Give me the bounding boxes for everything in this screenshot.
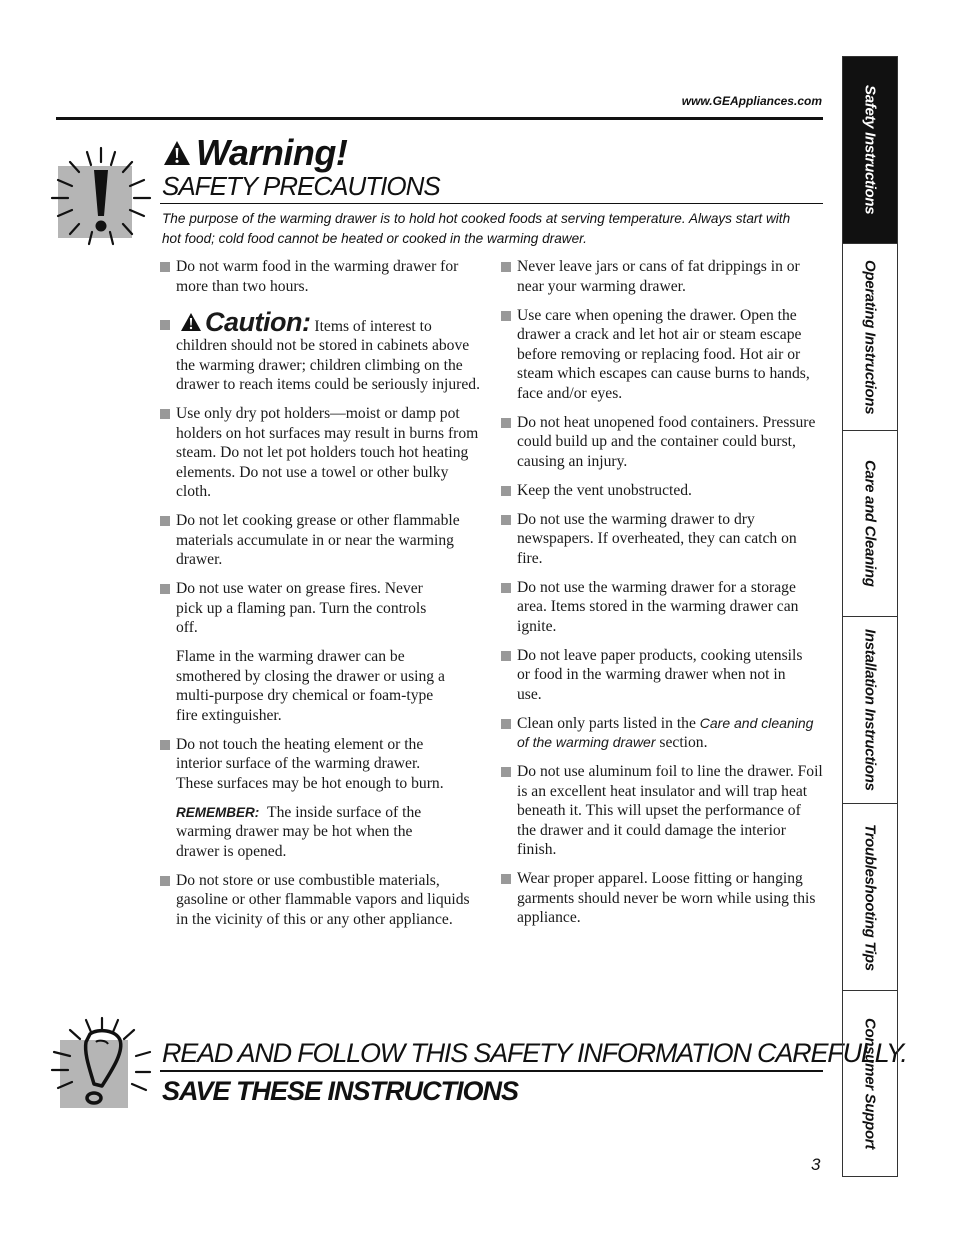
list-item: Do not use the warming drawer for a storage area. Items stored in the warming drawer can ignite. xyxy=(501,578,823,637)
bullet-square xyxy=(501,583,511,593)
read-and-follow-heading: READ AND FOLLOW THIS SAFETY INFORMATION CAREFULLY. xyxy=(162,1038,907,1068)
remember-paragraph xyxy=(160,803,456,862)
section-tabs xyxy=(842,56,898,1177)
pointing-hand-burst-icon xyxy=(46,1012,158,1112)
list-item: Do not leave paper products, cooking utensils or food in the warming drawer when not in use. xyxy=(501,646,807,705)
list-item: Never leave jars or cans of fat drippings in or near your warming drawer. xyxy=(501,257,823,296)
bullet-square xyxy=(160,409,170,419)
list-item: Keep the vent unobstructed. xyxy=(501,481,823,501)
care-and-cleaning-reference: Care and cleaning of the warming drawer xyxy=(517,714,814,750)
list-item: Wear proper apparel. Loose fitting or hanging garments should never be worn while using this appliance. xyxy=(501,869,817,928)
list-item: Use care when opening the drawer. Open the drawer a crack and let hot air or steam escape before removing or replacing food. Hot air or steam which escapes can cause burns to hands, face and/or eyes. xyxy=(501,306,823,404)
tab-safety-instructions[interactable]: Safety Instructions xyxy=(843,57,897,244)
bullet-square xyxy=(501,651,511,661)
page-number: 3 xyxy=(811,1155,821,1174)
bullet-square xyxy=(501,515,511,525)
extinguisher-paragraph: Flame in the warming drawer can be smothered by closing the drawer or using a multi-purpose dry chemical or foam-type fire extinguisher. xyxy=(176,648,445,724)
remember-label: REMEMBER: xyxy=(176,804,260,820)
bullet-square xyxy=(160,262,170,272)
bullet-square xyxy=(160,516,170,526)
bullet-square xyxy=(501,418,511,428)
list-item: Do not use the warming drawer to dry newspapers. If overheated, they can catch on fire. xyxy=(501,510,823,569)
bullet-square xyxy=(160,584,170,594)
right-column xyxy=(501,257,823,937)
save-instructions-heading: SAVE THESE INSTRUCTIONS xyxy=(162,1076,519,1106)
list-item: Do not let cooking grease or other flammable materials accumulate in or near the warming drawer. xyxy=(160,511,480,570)
list-item: Do not touch the heating element or the interior surface of the warming drawer. These surfaces may be hot enough to burn. xyxy=(160,735,446,794)
bullet-square xyxy=(160,320,170,330)
tab-installation-instructions[interactable]: Installation Instructions xyxy=(843,617,897,804)
list-item: Do not store or use combustible materials, gasoline or other flammable vapors and liquids in the vicinity of this or any other appliance. xyxy=(160,871,480,930)
caution-text: Items of interest to children should not be stored in cabinets above the warming drawer; children climbing on the drawer to reach items could be seriously injured. xyxy=(176,317,480,393)
bullet-square xyxy=(501,262,511,272)
bullet-square xyxy=(501,767,511,777)
bottom-rule xyxy=(160,1070,823,1072)
bullet-square xyxy=(501,719,511,729)
caution-label: Caution: xyxy=(205,306,311,337)
tab-troubleshooting-tips[interactable]: Troubleshooting Tips xyxy=(843,804,897,991)
list-item: Use only dry pot holders—moist or damp pot holders on hot surfaces may result in burns from steam. Do not let pot holders touch hot heating elements. Do not use a towel or other bulky cloth. xyxy=(160,404,480,502)
warning-triangle-icon xyxy=(162,139,192,167)
bullet-square xyxy=(501,311,511,321)
heading-rule xyxy=(160,203,823,204)
safety-precautions-heading: SAFETY PRECAUTIONS xyxy=(162,171,440,201)
bullet-square xyxy=(501,486,511,496)
list-item: Do not use water on grease fires. Never pick up a flaming pan. Turn the controls off. xyxy=(160,579,438,638)
warning-triangle-icon xyxy=(180,312,202,332)
top-rule xyxy=(56,117,823,120)
caution-item xyxy=(160,306,480,395)
tab-care-and-cleaning[interactable]: Care and Cleaning xyxy=(843,431,897,617)
website-url: www.GEAppliances.com xyxy=(681,94,822,108)
remember-text: The inside surface of the warming drawer may be hot when the drawer is opened. xyxy=(176,803,422,860)
left-column xyxy=(160,257,480,939)
bullet-square xyxy=(160,876,170,886)
tab-operating-instructions[interactable]: Operating Instructions xyxy=(843,244,897,431)
list-item: Do not heat unopened food containers. Pressure could build up and the container could burst, causing an injury. xyxy=(501,413,823,472)
intro-text: The purpose of the warming drawer is to hold hot cooked foods at serving temperature. Always start with hot food; cold food cannot be heated or cooked in the warming drawer. xyxy=(162,211,791,246)
list-item: Do not use aluminum foil to line the drawer. Foil is an excellent heat insulator and will trap heat beneath it. This will upset the performance of the drawer and it could damage the interior finish. xyxy=(501,762,823,860)
tab-consumer-support[interactable]: Consumer Support xyxy=(861,1017,879,1150)
list-item: Do not warm food in the warming drawer for more than two hours. xyxy=(160,257,480,296)
bullet-square xyxy=(160,740,170,750)
bullet-square xyxy=(501,874,511,884)
warning-title xyxy=(162,133,347,173)
warning-title-text: Warning! xyxy=(196,132,348,173)
exclamation-burst-icon xyxy=(42,140,160,252)
list-item: Clean only parts listed in the Care and cleaning of the warming drawer section. xyxy=(501,714,823,753)
